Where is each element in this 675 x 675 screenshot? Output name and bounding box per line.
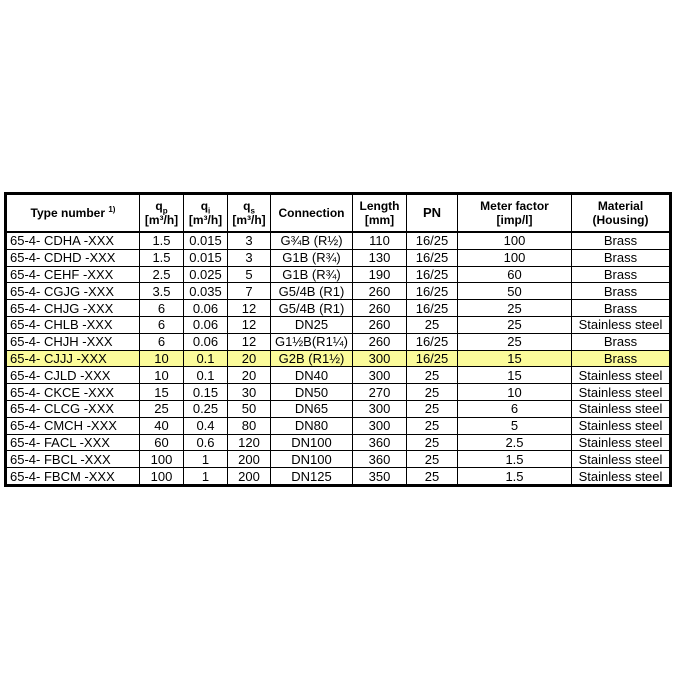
cell-material: Stainless steel bbox=[572, 417, 671, 434]
cell-pn: 25 bbox=[407, 367, 458, 384]
cell-material: Stainless steel bbox=[572, 400, 671, 417]
header-material-label: Material bbox=[597, 199, 644, 213]
cell-type-number: 65-4- CMCH -XXX bbox=[6, 417, 140, 434]
cell-material: Brass bbox=[572, 266, 671, 283]
cell-qs: 80 bbox=[228, 417, 271, 434]
cell-type-number: 65-4- CGJG -XXX bbox=[6, 283, 140, 300]
cell-qi: 0.06 bbox=[184, 300, 228, 317]
cell-pn: 25 bbox=[407, 400, 458, 417]
cell-qp: 100 bbox=[140, 451, 184, 468]
cell-meter-factor: 100 bbox=[458, 249, 572, 266]
cell-type-number: 65-4- CEHF -XXX bbox=[6, 266, 140, 283]
cell-qi: 0.015 bbox=[184, 232, 228, 249]
cell-length: 130 bbox=[353, 249, 407, 266]
cell-qi: 0.6 bbox=[184, 434, 228, 451]
cell-material: Brass bbox=[572, 333, 671, 350]
cell-qp: 6 bbox=[140, 300, 184, 317]
cell-pn: 16/25 bbox=[407, 249, 458, 266]
cell-meter-factor: 2.5 bbox=[458, 434, 572, 451]
cell-qp: 3.5 bbox=[140, 283, 184, 300]
cell-qp: 25 bbox=[140, 400, 184, 417]
cell-length: 260 bbox=[353, 300, 407, 317]
cell-qi: 0.1 bbox=[184, 350, 228, 367]
cell-qi: 0.4 bbox=[184, 417, 228, 434]
table-header-row bbox=[6, 194, 671, 233]
cell-qi: 0.06 bbox=[184, 316, 228, 333]
cell-connection: G5/4B (R1) bbox=[271, 300, 353, 317]
cell-connection: DN65 bbox=[271, 400, 353, 417]
cell-connection: DN100 bbox=[271, 451, 353, 468]
cell-length: 260 bbox=[353, 333, 407, 350]
cell-type-number: 65-4- CJLD -XXX bbox=[6, 367, 140, 384]
cell-meter-factor: 15 bbox=[458, 367, 572, 384]
cell-material: Brass bbox=[572, 249, 671, 266]
cell-qp: 60 bbox=[140, 434, 184, 451]
cell-connection: G1B (R¾) bbox=[271, 266, 353, 283]
cell-meter-factor: 10 bbox=[458, 384, 572, 401]
cell-qp: 15 bbox=[140, 384, 184, 401]
table-body bbox=[6, 232, 671, 485]
cell-material: Brass bbox=[572, 300, 671, 317]
cell-qp: 100 bbox=[140, 468, 184, 486]
header-meter-factor-unit: [imp/l] bbox=[496, 213, 533, 227]
cell-connection: G¾B (R½) bbox=[271, 232, 353, 249]
cell-meter-factor: 100 bbox=[458, 232, 572, 249]
cell-qs: 12 bbox=[228, 316, 271, 333]
cell-type-number: 65-4- CKCE -XXX bbox=[6, 384, 140, 401]
table-row bbox=[6, 384, 671, 401]
table-row bbox=[6, 333, 671, 350]
cell-meter-factor: 15 bbox=[458, 350, 572, 367]
cell-meter-factor: 1.5 bbox=[458, 451, 572, 468]
table-row bbox=[6, 266, 671, 283]
cell-connection: G1B (R¾) bbox=[271, 249, 353, 266]
cell-pn: 25 bbox=[407, 384, 458, 401]
cell-material: Stainless steel bbox=[572, 384, 671, 401]
cell-pn: 16/25 bbox=[407, 283, 458, 300]
table-row bbox=[6, 434, 671, 451]
cell-length: 260 bbox=[353, 283, 407, 300]
header-meter-factor bbox=[458, 194, 572, 233]
cell-pn: 25 bbox=[407, 417, 458, 434]
table-row bbox=[6, 283, 671, 300]
cell-length: 300 bbox=[353, 417, 407, 434]
cell-connection: G5/4B (R1) bbox=[271, 283, 353, 300]
table-row bbox=[6, 417, 671, 434]
cell-qp: 1.5 bbox=[140, 249, 184, 266]
cell-material: Stainless steel bbox=[572, 316, 671, 333]
cell-length: 110 bbox=[353, 232, 407, 249]
table-row bbox=[6, 451, 671, 468]
cell-length: 260 bbox=[353, 316, 407, 333]
cell-qi: 1 bbox=[184, 451, 228, 468]
cell-type-number: 65-4- FACL -XXX bbox=[6, 434, 140, 451]
header-qs-unit: [m³/h] bbox=[232, 213, 266, 227]
cell-connection: DN100 bbox=[271, 434, 353, 451]
cell-connection: DN40 bbox=[271, 367, 353, 384]
cell-pn: 25 bbox=[407, 468, 458, 486]
cell-type-number: 65-4- CJJJ -XXX bbox=[6, 350, 140, 367]
cell-connection: DN80 bbox=[271, 417, 353, 434]
cell-pn: 16/25 bbox=[407, 232, 458, 249]
header-qp-symbol: q bbox=[155, 199, 163, 213]
cell-qp: 10 bbox=[140, 367, 184, 384]
header-length bbox=[353, 194, 407, 233]
cell-material: Stainless steel bbox=[572, 434, 671, 451]
cell-qi: 0.1 bbox=[184, 367, 228, 384]
cell-qs: 50 bbox=[228, 400, 271, 417]
cell-qs: 200 bbox=[228, 451, 271, 468]
cell-connection: DN25 bbox=[271, 316, 353, 333]
cell-length: 300 bbox=[353, 367, 407, 384]
footnote-marker: 1) bbox=[108, 205, 116, 214]
header-qp bbox=[140, 194, 184, 233]
cell-connection: DN50 bbox=[271, 384, 353, 401]
cell-qs: 12 bbox=[228, 300, 271, 317]
cell-material: Stainless steel bbox=[572, 468, 671, 486]
cell-material: Stainless steel bbox=[572, 367, 671, 384]
header-qs-subscript: s bbox=[250, 206, 255, 216]
cell-length: 300 bbox=[353, 400, 407, 417]
cell-meter-factor: 60 bbox=[458, 266, 572, 283]
cell-type-number: 65-4- CLCG -XXX bbox=[6, 400, 140, 417]
cell-qp: 6 bbox=[140, 333, 184, 350]
cell-qi: 0.035 bbox=[184, 283, 228, 300]
header-qi-symbol: q bbox=[200, 199, 209, 213]
cell-qp: 1.5 bbox=[140, 232, 184, 249]
cell-qs: 20 bbox=[228, 350, 271, 367]
cell-connection: DN125 bbox=[271, 468, 353, 486]
header-material bbox=[572, 194, 671, 233]
cell-meter-factor: 6 bbox=[458, 400, 572, 417]
cell-qs: 5 bbox=[228, 266, 271, 283]
cell-length: 190 bbox=[353, 266, 407, 283]
cell-material: Brass bbox=[572, 350, 671, 367]
header-qs-symbol: q bbox=[243, 199, 251, 213]
cell-qs: 200 bbox=[228, 468, 271, 486]
cell-qp: 10 bbox=[140, 350, 184, 367]
header-type-number-label: Type number bbox=[30, 206, 105, 220]
cell-material: Stainless steel bbox=[572, 451, 671, 468]
cell-pn: 25 bbox=[407, 451, 458, 468]
cell-qp: 6 bbox=[140, 316, 184, 333]
table-row bbox=[6, 232, 671, 249]
cell-type-number: 65-4- FBCM -XXX bbox=[6, 468, 140, 486]
cell-meter-factor: 25 bbox=[458, 333, 572, 350]
cell-qp: 2.5 bbox=[140, 266, 184, 283]
header-pn: PN bbox=[407, 194, 458, 233]
specs-table-container bbox=[4, 192, 669, 487]
cell-meter-factor: 25 bbox=[458, 300, 572, 317]
header-material-sub: (Housing) bbox=[592, 213, 649, 227]
header-qp-subscript: p bbox=[162, 206, 168, 216]
cell-qi: 1 bbox=[184, 468, 228, 486]
cell-qi: 0.015 bbox=[184, 249, 228, 266]
cell-type-number: 65-4- CHLB -XXX bbox=[6, 316, 140, 333]
cell-connection: G2B (R1½) bbox=[271, 350, 353, 367]
cell-material: Brass bbox=[572, 283, 671, 300]
cell-pn: 25 bbox=[407, 434, 458, 451]
header-length-label: Length bbox=[359, 199, 400, 213]
header-meter-factor-label: Meter factor bbox=[480, 199, 549, 213]
cell-length: 360 bbox=[353, 451, 407, 468]
table-row bbox=[6, 400, 671, 417]
cell-type-number: 65-4- CHJG -XXX bbox=[6, 300, 140, 317]
cell-meter-factor: 1.5 bbox=[458, 468, 572, 486]
cell-qp: 40 bbox=[140, 417, 184, 434]
header-qi-unit: [m³/h] bbox=[188, 213, 223, 227]
cell-connection: G1½B(R1¼) bbox=[271, 333, 353, 350]
cell-qs: 3 bbox=[228, 232, 271, 249]
table-row bbox=[6, 249, 671, 266]
cell-type-number: 65-4- CHJH -XXX bbox=[6, 333, 140, 350]
cell-material: Brass bbox=[572, 232, 671, 249]
cell-type-number: 65-4- FBCL -XXX bbox=[6, 451, 140, 468]
header-qi-subscript: i bbox=[208, 206, 211, 216]
cell-type-number: 65-4- CDHD -XXX bbox=[6, 249, 140, 266]
cell-pn: 16/25 bbox=[407, 333, 458, 350]
cell-qi: 0.25 bbox=[184, 400, 228, 417]
table-row bbox=[6, 300, 671, 317]
cell-qi: 0.025 bbox=[184, 266, 228, 283]
cell-qs: 30 bbox=[228, 384, 271, 401]
cell-qs: 3 bbox=[228, 249, 271, 266]
cell-length: 300 bbox=[353, 350, 407, 367]
table-row bbox=[6, 316, 671, 333]
header-type-number bbox=[6, 194, 140, 233]
header-qp-unit: [m³/h] bbox=[144, 213, 179, 227]
cell-meter-factor: 25 bbox=[458, 316, 572, 333]
header-qi bbox=[184, 194, 228, 233]
cell-qs: 20 bbox=[228, 367, 271, 384]
cell-pn: 25 bbox=[407, 316, 458, 333]
cell-length: 270 bbox=[353, 384, 407, 401]
cell-length: 350 bbox=[353, 468, 407, 486]
table-row bbox=[6, 367, 671, 384]
cell-qi: 0.15 bbox=[184, 384, 228, 401]
header-length-unit: [mm] bbox=[364, 213, 395, 227]
cell-qs: 120 bbox=[228, 434, 271, 451]
table-row bbox=[6, 468, 671, 486]
cell-pn: 16/25 bbox=[407, 350, 458, 367]
header-qs bbox=[228, 194, 271, 233]
cell-meter-factor: 5 bbox=[458, 417, 572, 434]
cell-meter-factor: 50 bbox=[458, 283, 572, 300]
cell-qs: 12 bbox=[228, 333, 271, 350]
table-row bbox=[6, 350, 671, 367]
cell-type-number: 65-4- CDHA -XXX bbox=[6, 232, 140, 249]
cell-qi: 0.06 bbox=[184, 333, 228, 350]
cell-pn: 16/25 bbox=[407, 266, 458, 283]
header-connection: Connection bbox=[271, 194, 353, 233]
water-meter-specs-table bbox=[4, 192, 672, 487]
cell-pn: 16/25 bbox=[407, 300, 458, 317]
cell-qs: 7 bbox=[228, 283, 271, 300]
cell-length: 360 bbox=[353, 434, 407, 451]
